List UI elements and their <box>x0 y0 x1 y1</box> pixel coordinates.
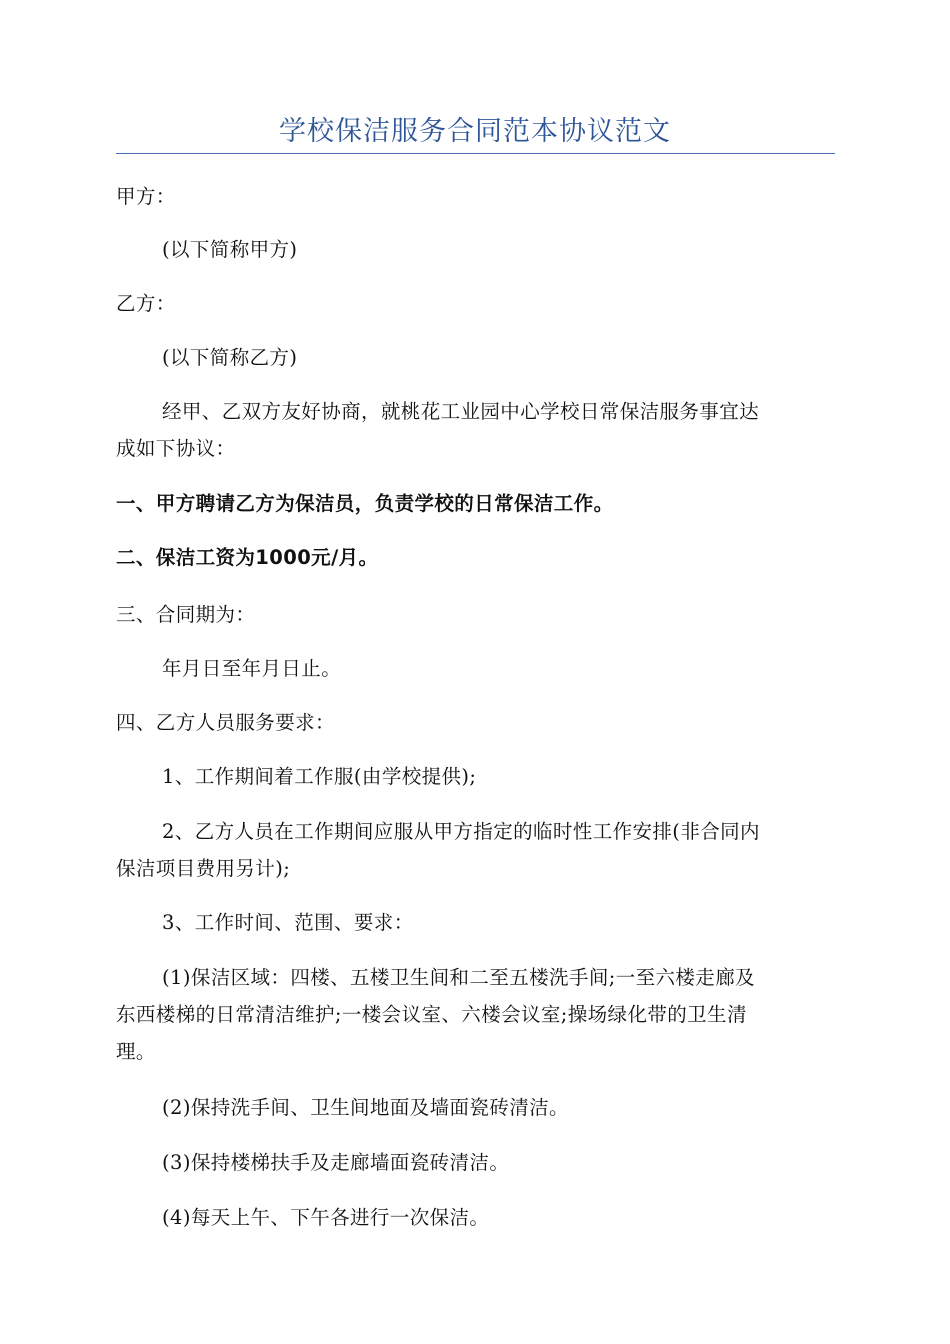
intro-line-1: 经甲、乙双方友好协商，就桃花工业园中心学校日常保洁服务事宜达 <box>162 400 760 423</box>
requirement-1: 1、工作期间着工作服(由学校提供); <box>162 765 477 788</box>
party-a-note: (以下简称甲方) <box>162 238 298 261</box>
party-b-label: 乙方： <box>116 292 176 315</box>
requirement-3-1-line-1: (1)保洁区域：四楼、五楼卫生间和二至五楼洗手间;一至六楼走廊及 <box>162 966 755 989</box>
requirement-2-line-2: 保洁项目费用另计); <box>116 857 291 880</box>
requirement-3-1-line-3: 理。 <box>116 1040 156 1063</box>
clause-3-detail: 年月日至年月日止。 <box>162 657 342 680</box>
requirement-3-2: (2)保持洗手间、卫生间地面及墙面瓷砖清洁。 <box>162 1096 569 1119</box>
requirement-2 <box>116 813 834 887</box>
clause-2: 二、保洁工资为1000元/月。 <box>116 546 379 569</box>
requirement-3-1 <box>116 959 834 1070</box>
requirement-3: 3、工作时间、范围、要求： <box>162 911 414 934</box>
intro-paragraph <box>116 393 834 467</box>
document-title: 学校保洁服务合同范本协议范文 <box>279 116 671 147</box>
clause-3: 三、合同期为： <box>116 603 256 626</box>
requirement-3-4: (4)每天上午、下午各进行一次保洁。 <box>162 1206 490 1229</box>
requirement-3-1-line-2: 东西楼梯的日常清洁维护;一楼会议室、六楼会议室;操场绿化带的卫生清 <box>116 1003 747 1026</box>
party-b-note: (以下简称乙方) <box>162 346 298 369</box>
clause-1: 一、甲方聘请乙方为保洁员，负责学校的日常保洁工作。 <box>116 492 614 515</box>
requirement-3-3: (3)保持楼梯扶手及走廊墙面瓷砖清洁。 <box>162 1151 510 1174</box>
party-a-label: 甲方： <box>116 185 176 208</box>
intro-line-2: 成如下协议： <box>116 437 236 460</box>
title-underline <box>116 153 835 154</box>
clause-4: 四、乙方人员服务要求： <box>116 711 335 734</box>
requirement-2-line-1: 2、乙方人员在工作期间应服从甲方指定的临时性工作安排(非合同内 <box>162 820 760 843</box>
